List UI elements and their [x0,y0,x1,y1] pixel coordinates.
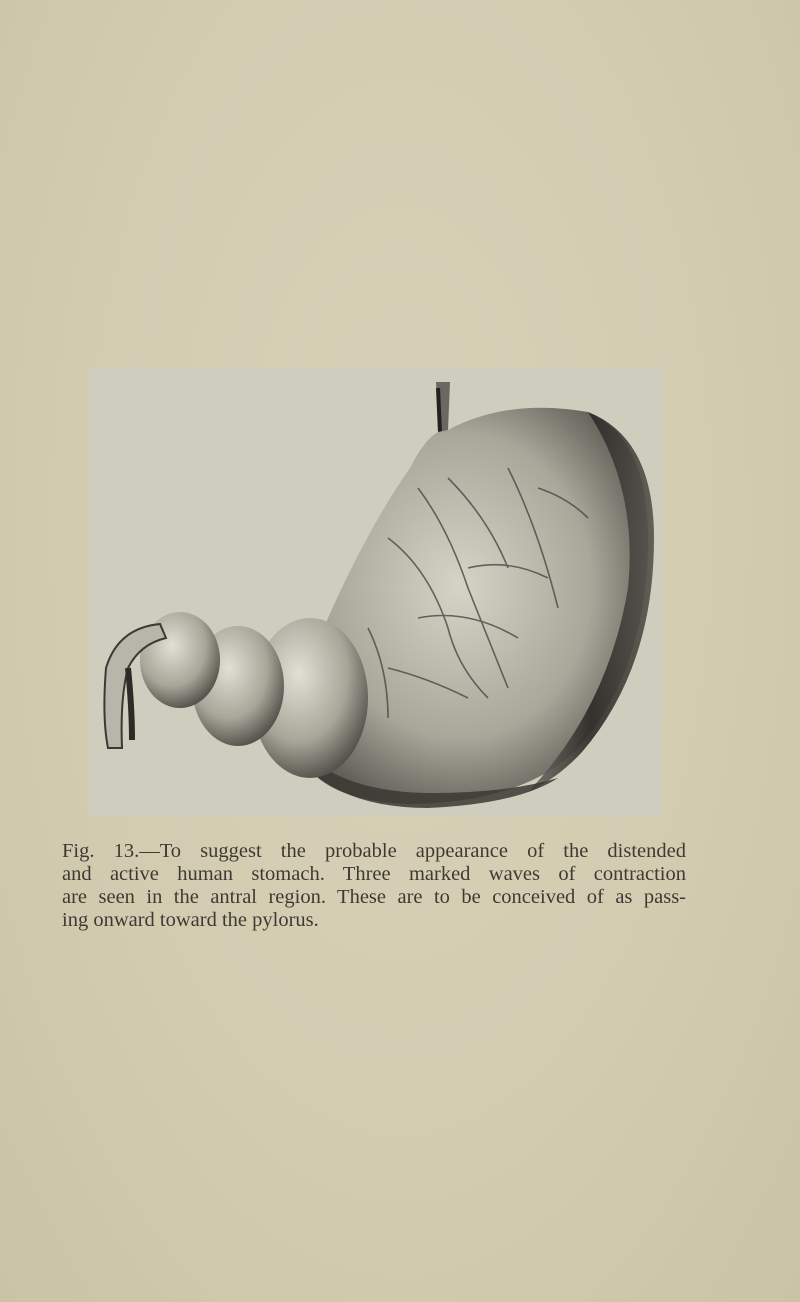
stomach-illustration [88,368,662,816]
figure-caption [62,840,686,932]
caption-line-2: and active human stomach. Three marked waves of contraction [62,863,686,885]
caption-line-4: ing onward toward the pylorus. [62,909,319,931]
caption-line-1: Fig. 13.—To suggest the probable appearance of the distended [62,840,686,862]
stomach-drawing [88,368,662,816]
caption-line-3: are seen in the antral region. These are to be conceived of as pass- [62,886,686,908]
